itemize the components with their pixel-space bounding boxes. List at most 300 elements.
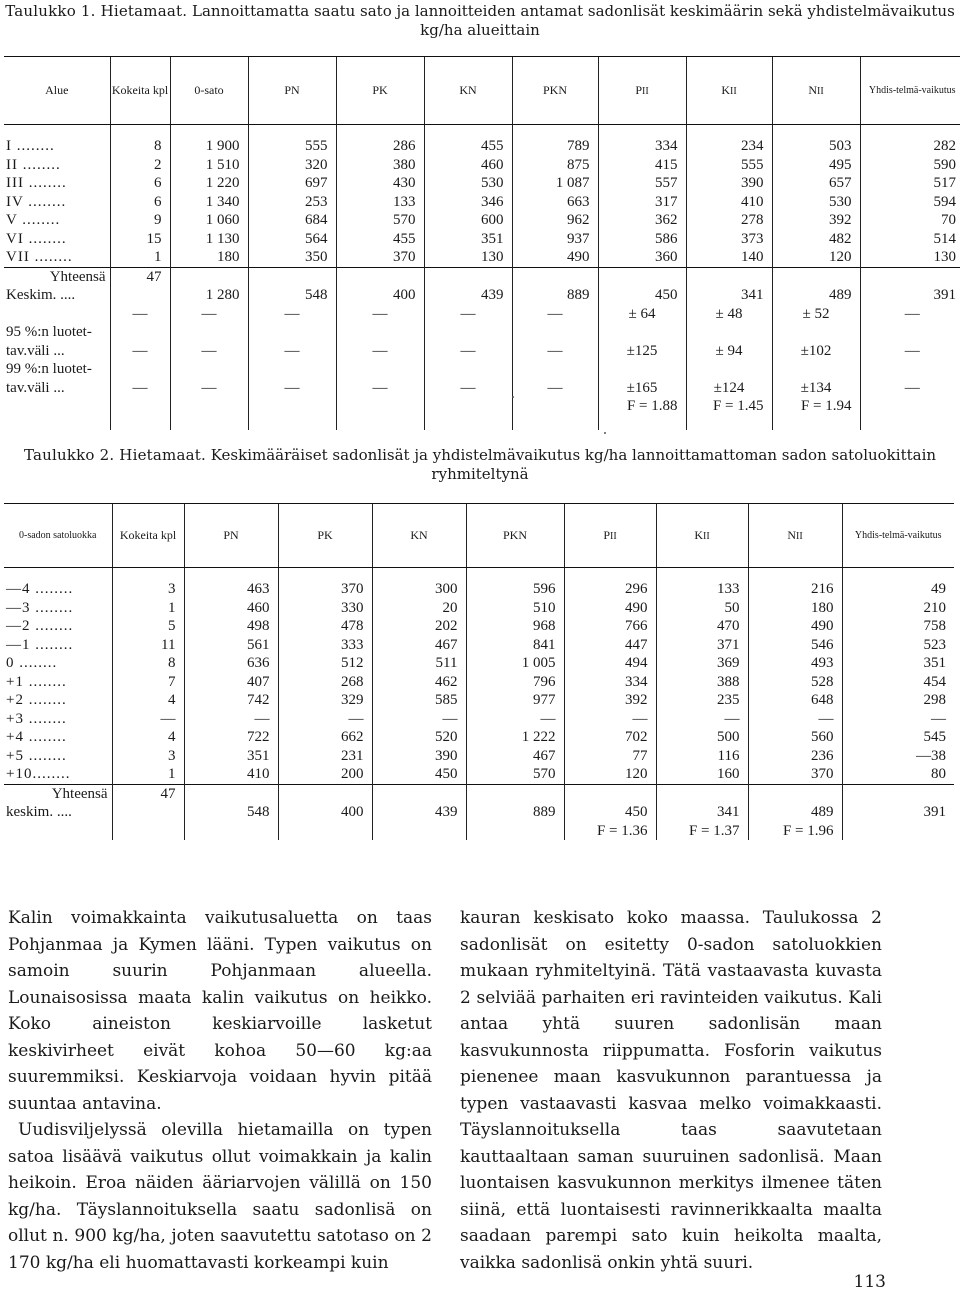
- table-cell: [112, 803, 184, 822]
- keskim-label: Keskim. ....: [6, 287, 76, 303]
- summary-row: [4, 267, 960, 286]
- header-kn: KN: [424, 57, 512, 125]
- table-cell: 7: [112, 673, 184, 692]
- header-p: PII: [598, 57, 686, 125]
- table-cell: 937: [512, 230, 598, 249]
- table-cell: [336, 323, 424, 342]
- table-cell: 317: [598, 193, 686, 212]
- row-label: V ........: [6, 212, 61, 228]
- table-cell: [842, 784, 954, 803]
- table-cell: —: [424, 305, 512, 324]
- table-cell: [656, 784, 748, 803]
- table2: [4, 503, 954, 840]
- table-cell: 490: [748, 617, 842, 636]
- table-cell: [860, 267, 960, 286]
- summary-row: [4, 286, 960, 305]
- table-cell: 875: [512, 156, 598, 175]
- table-cell: —: [512, 305, 598, 324]
- table-cell: —: [110, 342, 170, 361]
- table-cell: —: [842, 710, 954, 729]
- table-cell: 1 510: [170, 156, 248, 175]
- t2-header-pn: PN: [184, 504, 278, 568]
- table-cell: 489: [748, 803, 842, 822]
- table-cell: —: [512, 379, 598, 398]
- table-cell: —: [336, 379, 424, 398]
- row-label: VI ........: [6, 230, 67, 247]
- table-cell: 841: [466, 636, 564, 655]
- table-cell: 390: [686, 174, 772, 193]
- table-cell: 4: [112, 728, 184, 747]
- table-cell: 796: [466, 673, 564, 692]
- table-cell: [512, 397, 598, 416]
- table-cell: 9: [110, 211, 170, 230]
- table-cell: 253: [248, 193, 336, 212]
- table-cell: 6: [110, 174, 170, 193]
- table-cell: [170, 267, 248, 286]
- table-cell: [860, 360, 960, 379]
- table-cell: 70: [860, 211, 960, 230]
- table-cell: 766: [564, 617, 656, 636]
- table-cell: [110, 397, 170, 416]
- table-cell: 369: [656, 654, 748, 673]
- table-cell: [110, 286, 170, 305]
- table-cell: 371: [656, 636, 748, 655]
- table-cell: 503: [772, 137, 860, 156]
- table-cell: 722: [184, 728, 278, 747]
- table-cell: [4, 397, 110, 416]
- table-cell: 282: [860, 137, 960, 156]
- table-row: [4, 137, 960, 156]
- table-cell: 388: [656, 673, 748, 692]
- table-cell: 511: [372, 654, 466, 673]
- table-cell: [686, 360, 772, 379]
- table-cell: —: [336, 305, 424, 324]
- row-label: +4 ........: [6, 729, 67, 745]
- ci95-label: tav.väli ...: [6, 342, 65, 359]
- table-cell: 1 280: [170, 286, 248, 305]
- paragraph: Uudisviljelyssä olevilla hietamailla on typen satoa lisäävä vaikutus ollut voimakkain ja kalin heikoin. Eroa näiden ääriarvojen välillä on 150 kg/ha. Täyslannoituksella saatu sadonlisä on ollut n. 900 kg/ha, joten saavutettu satotaso on 2 170 kg/ha eli huomattavasti korkeampi kuin: [8, 1120, 432, 1273]
- scan-speck: [604, 432, 606, 434]
- table-cell: —: [860, 342, 960, 361]
- table-cell: 585: [372, 691, 466, 710]
- table-cell: 15: [110, 230, 170, 249]
- f-value: F = 1.45: [686, 397, 772, 416]
- header-n: NII: [772, 57, 860, 125]
- table-cell: 1 222: [466, 728, 564, 747]
- table-cell: 517: [860, 174, 960, 193]
- table-cell: —: [424, 342, 512, 361]
- table-row: [4, 728, 954, 747]
- table-cell: 510: [466, 599, 564, 618]
- table1-caption: [0, 2, 960, 40]
- summary-row: [4, 822, 954, 841]
- table-cell: 1 060: [170, 211, 248, 230]
- table-cell: 439: [424, 286, 512, 305]
- table-cell: 120: [564, 765, 656, 784]
- table-row: [4, 156, 960, 175]
- table-cell: [110, 323, 170, 342]
- yhteensa-label: Yhteensä: [4, 784, 112, 803]
- table-row: [4, 599, 954, 618]
- table-cell: [248, 267, 336, 286]
- table-cell: [4, 416, 110, 430]
- table-cell: 278: [686, 211, 772, 230]
- table-cell: 130: [860, 248, 960, 267]
- table-cell: ±134: [772, 379, 860, 398]
- table-cell: 467: [372, 636, 466, 655]
- table-cell: 370: [336, 248, 424, 267]
- table-cell: 235: [656, 691, 748, 710]
- table-cell: 400: [278, 803, 372, 822]
- table-cell: [686, 416, 772, 430]
- summary-row: [4, 323, 960, 342]
- table-cell: 439: [372, 803, 466, 822]
- t2-header-n-sub: II: [796, 530, 803, 542]
- table2-caption: [0, 446, 960, 484]
- table-cell: 400: [336, 286, 424, 305]
- table-cell: —: [278, 710, 372, 729]
- ci99-label: 99 %:n luotet-: [6, 361, 92, 377]
- row-label: IV ........: [6, 193, 67, 210]
- table-cell: 1: [112, 599, 184, 618]
- header-k: KII: [686, 57, 772, 125]
- table-cell: 391: [842, 803, 954, 822]
- table-cell: ±102: [772, 342, 860, 361]
- table-cell: 130: [424, 248, 512, 267]
- table-cell: 296: [564, 580, 656, 599]
- table-row: [4, 765, 954, 784]
- table-cell: 494: [564, 654, 656, 673]
- table-cell: 133: [656, 580, 748, 599]
- table-cell: 493: [748, 654, 842, 673]
- table-cell: —: [860, 379, 960, 398]
- table-cell: 1 220: [170, 174, 248, 193]
- t2-header-kn: KN: [372, 504, 466, 568]
- table-cell: ±165: [598, 379, 686, 398]
- table-cell: 234: [686, 137, 772, 156]
- table-cell: 512: [278, 654, 372, 673]
- t2-header-pkn: PKN: [466, 504, 564, 568]
- table-cell: ±124: [686, 379, 772, 398]
- table-cell: 49: [842, 580, 954, 599]
- table-cell: 330: [278, 599, 372, 618]
- table-cell: 570: [336, 211, 424, 230]
- summary-row: [4, 397, 960, 416]
- header-kokeita: Kokeita kpl: [110, 57, 170, 125]
- table-cell: 5: [112, 617, 184, 636]
- header-alue: Alue: [4, 57, 110, 125]
- table-cell: 231: [278, 747, 372, 766]
- table-cell: 1: [112, 765, 184, 784]
- summary-row: [4, 379, 960, 398]
- table-cell: ± 52: [772, 305, 860, 324]
- table-cell: 210: [842, 599, 954, 618]
- table-cell: 133: [336, 193, 424, 212]
- table-cell: [466, 784, 564, 803]
- table-cell: 1 087: [512, 174, 598, 193]
- table-cell: 463: [184, 580, 278, 599]
- f-value: F = 1.94: [772, 397, 860, 416]
- table-cell: 11: [112, 636, 184, 655]
- table-cell: [4, 822, 112, 841]
- table-cell: 351: [184, 747, 278, 766]
- table-cell: 410: [184, 765, 278, 784]
- table-cell: 116: [656, 747, 748, 766]
- t2-header-kokeita: Kokeita kpl: [112, 504, 184, 568]
- table-cell: 1 130: [170, 230, 248, 249]
- header-k-sub: II: [730, 85, 737, 97]
- table-cell: 968: [466, 617, 564, 636]
- table-cell: [336, 267, 424, 286]
- table-cell: 334: [598, 137, 686, 156]
- table-cell: [248, 397, 336, 416]
- table-row: [4, 580, 954, 599]
- yhteensa-count: 47: [110, 267, 170, 286]
- table-cell: —: [110, 379, 170, 398]
- table-row: [4, 636, 954, 655]
- table-cell: 346: [424, 193, 512, 212]
- keskim-label: keskim. ....: [6, 804, 72, 820]
- table-cell: [772, 416, 860, 430]
- t2-header-n: NII: [748, 504, 842, 568]
- table-cell: 286: [336, 137, 424, 156]
- table-cell: 120: [772, 248, 860, 267]
- table-cell: 351: [424, 230, 512, 249]
- table-cell: [336, 416, 424, 430]
- table-cell: 663: [512, 193, 598, 212]
- table-cell: 697: [248, 174, 336, 193]
- table-cell: —: [372, 710, 466, 729]
- table-cell: [112, 822, 184, 841]
- table-cell: 523: [842, 636, 954, 655]
- table-cell: [598, 360, 686, 379]
- table-cell: 268: [278, 673, 372, 692]
- table-cell: 333: [278, 636, 372, 655]
- table-cell: [110, 416, 170, 430]
- header-pkn: PKN: [512, 57, 598, 125]
- yhteensa-label: Yhteensä: [4, 267, 110, 286]
- table-cell: [110, 360, 170, 379]
- table-cell: 320: [248, 156, 336, 175]
- table-cell: 180: [748, 599, 842, 618]
- table-cell: 564: [248, 230, 336, 249]
- table-cell: 545: [842, 728, 954, 747]
- header-yhdistelma: Yhdis-telmä-vaikutus: [860, 57, 960, 125]
- table-cell: —: [170, 379, 248, 398]
- header-0-sato: 0-sato: [170, 57, 248, 125]
- table-cell: 962: [512, 211, 598, 230]
- row-label: VII ........: [6, 249, 73, 265]
- table2-body: [4, 568, 954, 841]
- table-row: [4, 248, 960, 267]
- table-cell: ±125: [598, 342, 686, 361]
- table-cell: [512, 323, 598, 342]
- table-cell: 3: [112, 747, 184, 766]
- table1-caption-text: Lannoittamatta saatu sato ja lannoitteiden antamat sadonlisät keskimäärin sekä yhdistelmävaikutus kg/ha alueittain: [192, 2, 955, 39]
- table-cell: 8: [112, 654, 184, 673]
- table-cell: —: [184, 710, 278, 729]
- table-cell: 495: [772, 156, 860, 175]
- table-cell: [336, 397, 424, 416]
- header-p-sub: II: [642, 85, 649, 97]
- table2-caption-text: Keskimääräiset sadonlisät ja yhdistelmävaikutus kg/ha lannoittamattoman sadon satoluokittain ryhmiteltynä: [210, 446, 937, 483]
- table-cell: 410: [686, 193, 772, 212]
- table-cell: —: [110, 305, 170, 324]
- table-cell: 362: [598, 211, 686, 230]
- table-cell: 490: [512, 248, 598, 267]
- table-cell: —: [112, 710, 184, 729]
- table-cell: ± 48: [686, 305, 772, 324]
- table-cell: [842, 822, 954, 841]
- f-value: F = 1.36: [564, 822, 656, 841]
- table-cell: 1 900: [170, 137, 248, 156]
- table-cell: 600: [424, 211, 512, 230]
- table-cell: [512, 360, 598, 379]
- table-cell: 80: [842, 765, 954, 784]
- header-pk: PK: [336, 57, 424, 125]
- table-cell: ± 64: [598, 305, 686, 324]
- table-cell: 6: [110, 193, 170, 212]
- table-cell: 702: [564, 728, 656, 747]
- table-cell: 341: [656, 803, 748, 822]
- table-cell: —: [512, 342, 598, 361]
- table-row: [4, 691, 954, 710]
- summary-row: [4, 342, 960, 361]
- table-cell: 160: [656, 765, 748, 784]
- table-cell: [564, 784, 656, 803]
- table-row: [4, 230, 960, 249]
- table-cell: [686, 323, 772, 342]
- table1-caption-label: Taulukko 1. Hietamaat.: [5, 2, 188, 20]
- table-cell: [598, 323, 686, 342]
- table-cell: 557: [598, 174, 686, 193]
- table-cell: 202: [372, 617, 466, 636]
- table-cell: [424, 267, 512, 286]
- table-cell: 462: [372, 673, 466, 692]
- table-cell: 470: [656, 617, 748, 636]
- table-cell: 546: [748, 636, 842, 655]
- table-cell: 657: [772, 174, 860, 193]
- table-cell: —: [748, 710, 842, 729]
- ci95-label: 95 %:n luotet-: [6, 324, 92, 340]
- table-cell: 392: [564, 691, 656, 710]
- table-cell: 216: [748, 580, 842, 599]
- table-cell: —: [564, 710, 656, 729]
- table-cell: [184, 784, 278, 803]
- table-row: [4, 416, 960, 430]
- table-cell: 350: [248, 248, 336, 267]
- table-cell: [248, 323, 336, 342]
- table-row: [4, 193, 960, 212]
- row-label: +2 ........: [6, 692, 67, 708]
- table-cell: 430: [336, 174, 424, 193]
- table-cell: 77: [564, 747, 656, 766]
- table-cell: 467: [466, 747, 564, 766]
- table-cell: 140: [686, 248, 772, 267]
- t2-header-p: PII: [564, 504, 656, 568]
- table2-caption-label: Taulukko 2. Hietamaat.: [23, 446, 206, 464]
- table-cell: 391: [860, 286, 960, 305]
- row-label: —2 ........: [6, 618, 74, 634]
- f-value: F = 1.88: [598, 397, 686, 416]
- ci99-label: tav.väli ...: [6, 379, 65, 396]
- table-cell: 390: [372, 747, 466, 766]
- table-cell: 298: [842, 691, 954, 710]
- table-cell: 684: [248, 211, 336, 230]
- table-cell: 742: [184, 691, 278, 710]
- t2-header-satoluokka: 0-sadon satoluokka: [4, 504, 112, 568]
- table-cell: 555: [248, 137, 336, 156]
- table-cell: 482: [772, 230, 860, 249]
- table-cell: 460: [424, 156, 512, 175]
- table-cell: 594: [860, 193, 960, 212]
- table-row: [4, 654, 954, 673]
- scan-speck: [512, 396, 514, 398]
- table-cell: [686, 267, 772, 286]
- f-value: F = 1.37: [656, 822, 748, 841]
- table-cell: —: [466, 710, 564, 729]
- table-cell: 370: [278, 580, 372, 599]
- table-cell: 460: [184, 599, 278, 618]
- table-cell: 8: [110, 137, 170, 156]
- table-cell: [170, 323, 248, 342]
- table-cell: 789: [512, 137, 598, 156]
- table-cell: 450: [372, 765, 466, 784]
- table-cell: 560: [748, 728, 842, 747]
- table-row: [4, 747, 954, 766]
- paragraph: Kalin voimakkainta vaikutusaluetta on taas Pohjanmaa ja Kymen lääni. Typen vaikutus on samoin suurin Pohjanmaan alueella. Lounaisosissa maata kalin vaikutus on heikko. Koko aineiston keskiarvoille lasketut keskivirheet eivät kohoa 50—60 kg:aa suuremmiksi. Keskiarvoja voidaan hyvin pitää suuntaa antavina.: [8, 908, 432, 1114]
- table-cell: [424, 323, 512, 342]
- table-cell: 548: [184, 803, 278, 822]
- table-cell: 50: [656, 599, 748, 618]
- table-cell: 889: [512, 286, 598, 305]
- t2-header-pk: PK: [278, 504, 372, 568]
- table-cell: [860, 397, 960, 416]
- table-cell: [278, 784, 372, 803]
- row-label: —4 ........: [6, 581, 74, 597]
- table-cell: 500: [656, 728, 748, 747]
- summary-row: [4, 784, 954, 803]
- table-cell: —: [656, 710, 748, 729]
- t2-header-p-sub: II: [610, 530, 617, 542]
- table-cell: 548: [248, 286, 336, 305]
- table-cell: 200: [278, 765, 372, 784]
- table-cell: 236: [748, 747, 842, 766]
- table-cell: [248, 360, 336, 379]
- table-cell: 392: [772, 211, 860, 230]
- table-cell: [170, 397, 248, 416]
- table-cell: 180: [170, 248, 248, 267]
- t2-header-k-sub: II: [703, 530, 710, 542]
- header-n-sub: II: [817, 85, 824, 97]
- table-cell: 489: [772, 286, 860, 305]
- row-label: +5 ........: [6, 747, 67, 764]
- table-cell: [512, 416, 598, 430]
- header-pn: PN: [248, 57, 336, 125]
- row-label: +3 ........: [6, 710, 67, 727]
- paragraph: kauran keskisato koko maassa. Taulukossa 2 sadonlisät on esitetty 0-sadon satoluokkien mukaan ryhmiteltyinä. Tätä vastaavasta kuvasta 2 selviää parhaiten eri ravinteiden vaikutus. Kali antaa yhtä suuren sadonlisän maan kasvukunnosta riippumatta. Fosforin vaikutus pienenee maan kasvukunnon parantuessa ja typen vastaavasti kasvaa melko voimakkaasti. Täyslannoituksella taas saavutetaan kauttaaltaan saman suuruinen sadonlisä. Maan luontaisen kasvukunnon merkitys ilmenee täten siinä, että luontaisesti ravinnerikkaalta maalta saadaan parempi sato kuin heikolta maalta, vaikka sadonlisä onkin yhtä suuri.: [460, 908, 882, 1273]
- table-cell: 530: [772, 193, 860, 212]
- table-cell: 648: [748, 691, 842, 710]
- table-cell: [860, 416, 960, 430]
- table-cell: 514: [860, 230, 960, 249]
- table-cell: 1 340: [170, 193, 248, 212]
- body-text-right: [460, 905, 882, 1276]
- body-text-left: [8, 905, 432, 1276]
- table-cell: [372, 784, 466, 803]
- page-number: 113: [853, 1272, 886, 1292]
- table-cell: 455: [336, 230, 424, 249]
